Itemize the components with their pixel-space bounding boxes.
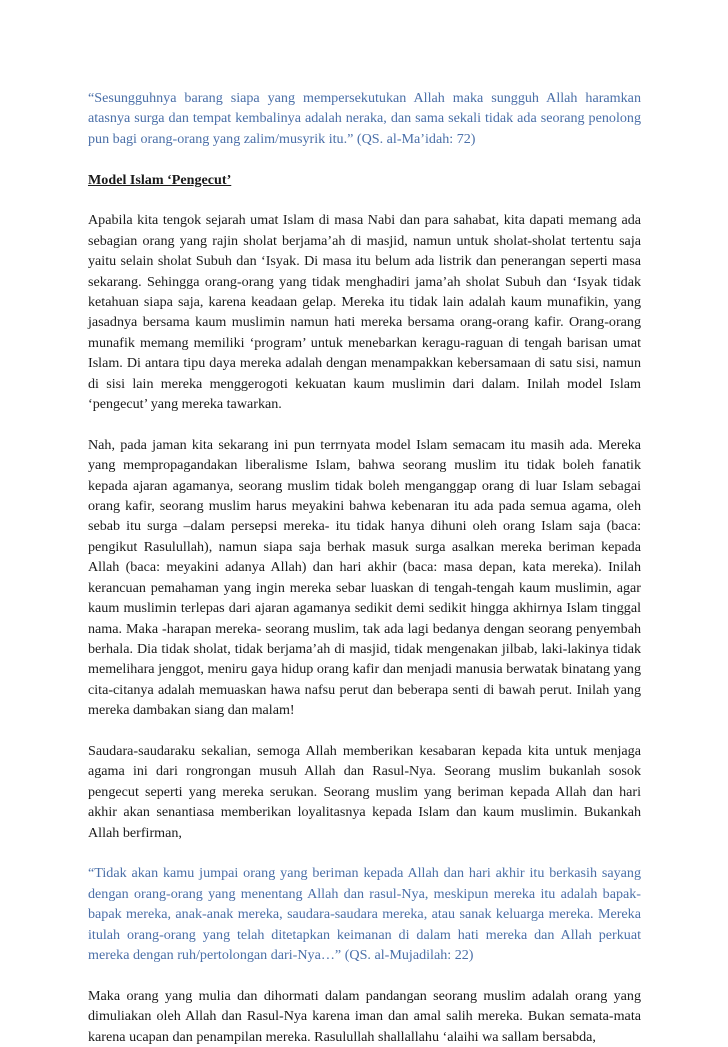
spacer [88,721,641,741]
document-page [88,88,641,1047]
paragraph-1: Apabila kita tengok sejarah umat Islam di masa Nabi dan para sahabat, kita dapati memang ada sebagian orang yang rajin sholat berjama’ah di masjid, namun untuk sholat-sholat tertentu saja yaitu selain sholat Subuh dan ‘Isyak. Di masa itu belum ada listrik dan penerangan seperti masa sekarang. Sehingga orang-orang yang tidak menghadiri jama’ah sholat Subuh dan ‘Isyak tidak ketahuan siapa saja, karena keadaan gelap. Mereka itu tidak lain adalah kaum munafikin, yang jasadnya bersama kaum muslimin namun hati mereka bersama orang-orang kafir. Orang-orang munafik memang memiliki ‘program’ untuk menebarkan keragu-raguan di tengah barisan umat Islam. Di antara tipu daya mereka adalah dengan menampakkan kebersamaan di satu sisi, namun di sisi lain mereka menggerogoti kekuatan kaum muslimin dari dalam. Inilah model Islam ‘pengecut’ yang mereka tawarkan. [88,212,641,413]
paragraph-4: Maka orang yang mulia dan dihormati dalam pandangan seorang muslim adalah orang yang dimuliakan oleh Allah dan Rasul-Nya karena iman dan amal salih mereka. Bukan semata-mata karena ucapan dan penampilan mereka. Rasulullah shallallahu ‘alaihi wa sallam bersabda, [88,987,641,1045]
section-heading: Model Islam ‘Pengecut’ [88,171,232,188]
spacer [88,843,641,863]
spacer [88,414,641,434]
quote-al-mujadilah: “Tidak akan kamu jumpai orang yang beriman kepada Allah dan hari akhir itu berkasih sayang dengan orang-orang yang menentang Allah dan rasul-Nya, meskipun mereka itu adalah bapak-bapak mereka, anak-anak mereka, saudara-saudara mereka, atau sanak keluarga mereka. Mereka itulah orang-orang yang telah ditetapkan keimanan di dalam hati mereka dan Allah perkuat mereka dengan ruh/pertolongan dari-Nya…” (QS. al-Mujadilah: 22) [88,865,641,963]
spacer [88,965,641,985]
spacer [88,149,641,169]
paragraph-2: Nah, pada jaman kita sekarang ini pun terrnyata model Islam semacam itu masih ada. Mereka yang mempropagandakan liberalisme Islam, bahwa seorang muslim itu tidak boleh fanatik kepada ajaran agamanya, seorang muslim tidak boleh menganggap orang di luar Islam sebagai orang kafir, seorang muslim harus meyakini bahwa kebenaran itu ada pada semua agama, oleh sebab itu surga –dalam persepsi mereka- itu tidak hanya dihuni oleh orang Islam saja (baca: pengikut Rasulullah), namun siapa saja berhak masuk surga asalkan mereka beriman kepada Allah (baca: meyakini adanya Allah) dan hari akhir (baca: masa depan, kata mereka). Inilah kerancuan pemahaman yang ingin mereka sebar luaskan di tengah-tengah kaum muslimin, agar kaum muslimin terlepas dari ajaran agamanya sedikit demi sedikit hingga akhirnya Islam tinggal nama. Maka -harapan mereka- seorang muslim, tak ada lagi bedanya dengan seorang penyembah berhala. Dia tidak sholat, tidak berjama’ah di masjid, tidak mengenakan jilbab, laki-lakinya tidak memelihara jenggot, meniru gaya hidup orang kafir dan menjadi manusia berwatak binatang yang cita-citanya adalah memuaskan hawa nafsu perut dan beberapa senti di bawah perut. Inilah yang mereka dambakan siang dan malam! [88,436,641,719]
paragraph-3: Saudara-saudaraku sekalian, semoga Allah memberikan kesabaran kepada kita untuk menjaga agama ini dari rongrongan musuh Allah dan Rasul-Nya. Seorang muslim bukanlah sosok pengecut seperti yang mereka serukan. Seorang muslim yang beriman kepada Allah dan hari akhir akan senantiasa memberikan loyalitasnya kepada Islam dan kaum muslimin. Bukankah Allah berfirman, [88,742,641,841]
spacer [88,190,641,210]
quote-al-maidah: “Sesungguhnya barang siapa yang mempersekutukan Allah maka sungguh Allah haramkan atasnya surga dan tempat kembalinya adalah neraka, dan sama sekali tidak ada seorang penolong pun bagi orang-orang yang zalim/musyrik itu.” (QS. al-Ma’idah: 72) [88,90,641,147]
